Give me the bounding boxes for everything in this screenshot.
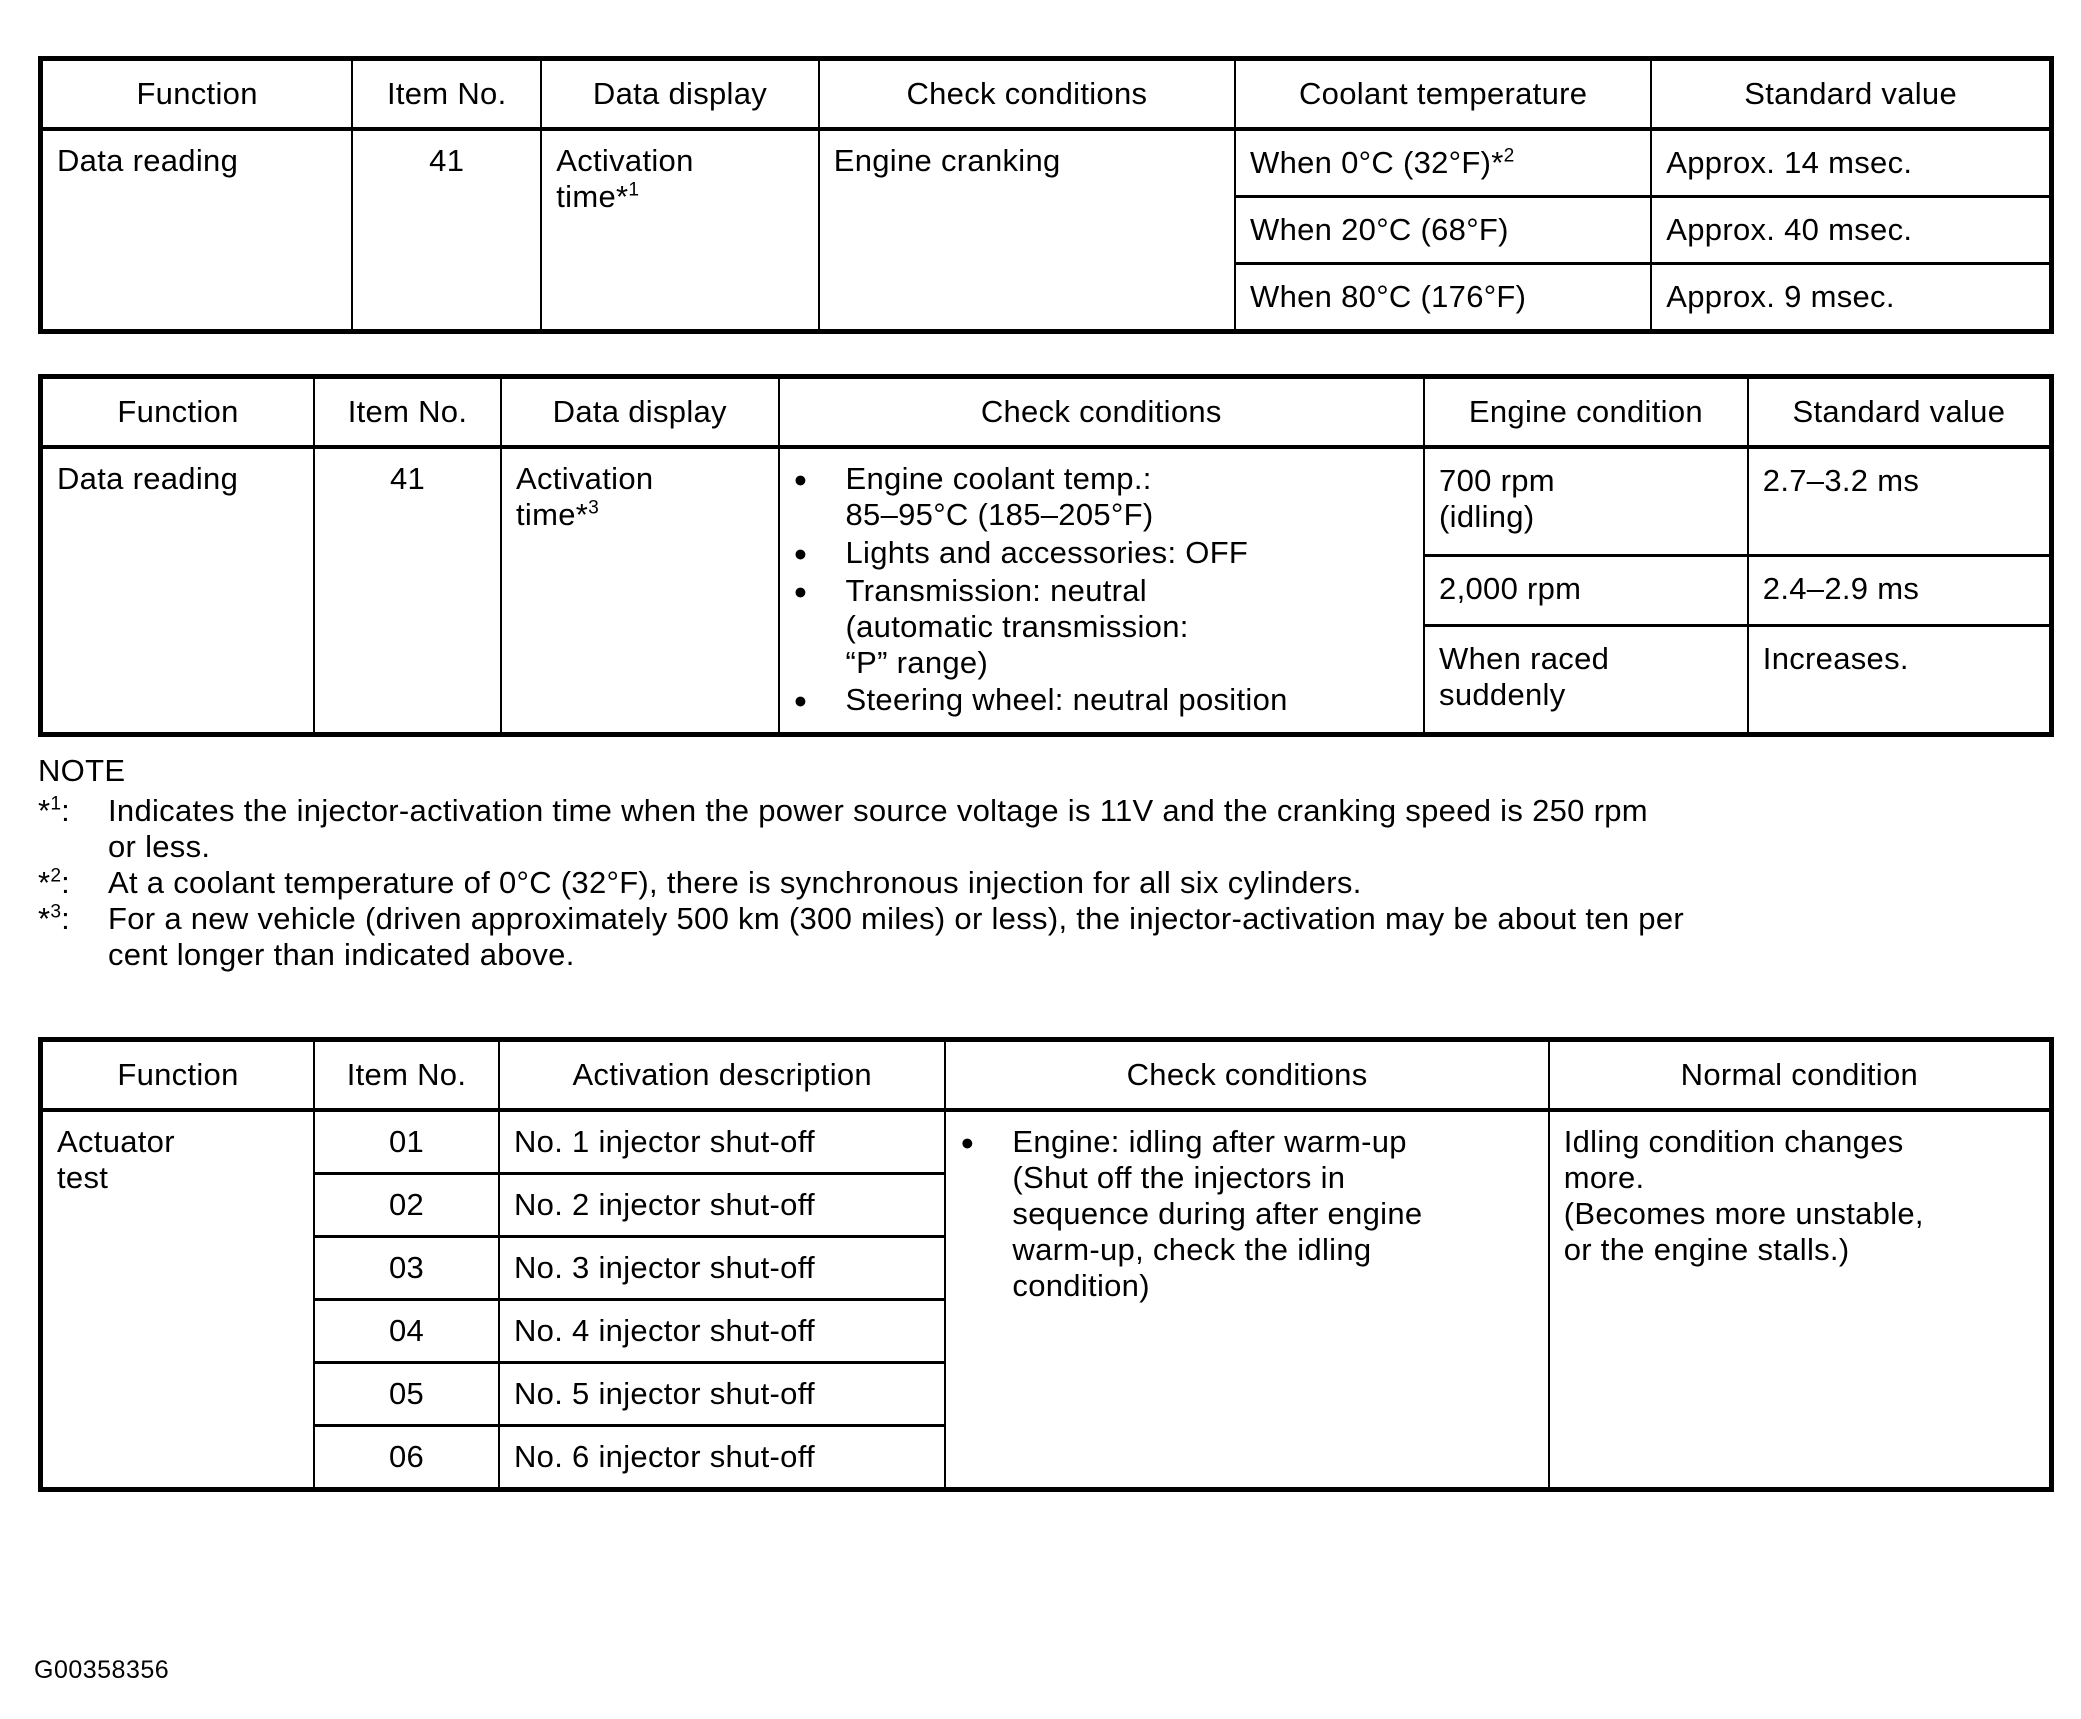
note-1-sup: 1	[50, 794, 62, 816]
t2-footnote3-sup: 3	[588, 497, 599, 519]
t3-header-item-no: Item No.	[314, 1040, 499, 1110]
t2-check-condition-text-2	[846, 535, 1410, 571]
t1-data-display-line2	[556, 179, 804, 215]
t2-header-item-no: Item No.	[314, 376, 501, 446]
t2-check-condition-text-1	[846, 461, 1410, 533]
table2-header-row	[41, 376, 2052, 446]
note-3-marker	[38, 901, 108, 973]
t3-description-cell-1: No. 1 injector shut-off	[499, 1110, 945, 1173]
t1-standard-value-cell-2: Approx. 40 msec.	[1651, 196, 2051, 263]
bullet-icon: ●	[793, 687, 808, 714]
t3-check-condition-text	[1012, 1124, 1533, 1304]
t1-header-function: Function	[41, 59, 353, 129]
t3-description-cell-2: No. 2 injector shut-off	[499, 1174, 945, 1237]
t1-footnote1-sup: 1	[628, 179, 640, 201]
t3-item-no-cell-3: 03	[314, 1237, 499, 1300]
t3-header-check-conditions: Check conditions	[945, 1040, 1548, 1110]
note-3-sup: 3	[50, 901, 62, 923]
idling-activation-time-section	[38, 374, 2055, 738]
t2-header-check-conditions: Check conditions	[779, 376, 1425, 446]
t1-coolant-temp-cell-1	[1235, 129, 1651, 196]
t1-data-display-line1: Activation	[556, 142, 694, 178]
t1-data-display-line2-text: time*	[556, 178, 629, 214]
t2-cc3-line3: “P” range)	[845, 644, 989, 680]
t1-header-check-conditions: Check conditions	[819, 59, 1235, 129]
t3-function-line2: test	[57, 1160, 109, 1196]
t2-data-display-line2-text: time*	[516, 496, 589, 532]
table1-header-row	[41, 59, 2052, 129]
t3-description-cell-5: No. 5 injector shut-off	[499, 1362, 945, 1425]
t3-function-line1: Actuator	[57, 1124, 175, 1160]
t2-check-condition-item-1	[794, 461, 1410, 533]
t1-standard-value-cell-3: Approx. 9 msec.	[1651, 263, 2051, 331]
t2-cc2-line1: Lights and accessories: OFF	[845, 534, 1249, 570]
t2-engine-condition-cell-3	[1424, 626, 1748, 735]
t3-nc-line3: (Becomes more unstable,	[1563, 1196, 1924, 1232]
t3-nc-line4: or the engine stalls.)	[1563, 1231, 1850, 1267]
bullet-icon: ●	[960, 1129, 975, 1156]
t3-nc-line1: Idling condition changes	[1563, 1124, 1904, 1160]
figure-reference-code: G00358356	[34, 1656, 170, 1684]
actuator-test-section	[38, 1037, 2055, 1492]
note-3-line2: cent longer than indicated above.	[108, 937, 575, 973]
idling-activation-time-table	[38, 374, 2054, 738]
note-2-marker	[38, 865, 108, 901]
t3-header-function: Function	[41, 1040, 314, 1110]
t3-item-no-cell-4: 04	[314, 1299, 499, 1362]
t3-header-normal-condition: Normal condition	[1549, 1040, 2052, 1110]
t3-item-no-cell-5: 05	[314, 1362, 499, 1425]
t1-header-item-no: Item No.	[352, 59, 541, 129]
t3-item-no-cell-2: 02	[314, 1174, 499, 1237]
t3-check-conditions-cell	[945, 1110, 1548, 1489]
t1-data-display-cell	[541, 129, 819, 331]
t2-standard-value-cell-1: 2.7–3.2 ms	[1748, 447, 2052, 556]
t3-nc-line2: more.	[1563, 1160, 1645, 1196]
note-1	[38, 793, 2055, 865]
t2-function-cell: Data reading	[41, 447, 314, 735]
t3-item-no-cell-6: 06	[314, 1425, 499, 1489]
t2-check-condition-item-4	[794, 682, 1410, 718]
t3-description-cell-4: No. 4 injector shut-off	[499, 1299, 945, 1362]
t2-check-conditions-cell	[779, 447, 1425, 735]
t2-engine-condition-cell-2: 2,000 rpm	[1424, 555, 1748, 625]
t1-header-coolant-temperature: Coolant temperature	[1235, 59, 1651, 129]
t2-cc1-line1: Engine coolant temp.:	[845, 460, 1152, 496]
bullet-icon: ●	[793, 465, 808, 492]
note-2-sup: 2	[50, 865, 62, 887]
t1-item-no-cell: 41	[352, 129, 541, 331]
t3-cc-line2: (Shut off the injectors in	[1012, 1160, 1346, 1196]
t2-check-condition-text-4	[846, 682, 1410, 718]
bullet-icon: ●	[793, 577, 808, 604]
t2-cc4-line1: Steering wheel: neutral position	[845, 682, 1288, 718]
note-2-colon: :	[61, 865, 70, 901]
table3-header-row	[41, 1040, 2052, 1110]
t1-coolant-temp-cell-3: When 80°C (176°F)	[1235, 263, 1651, 331]
t2-header-engine-condition: Engine condition	[1424, 376, 1748, 446]
t3-cc-line5: condition)	[1012, 1267, 1150, 1303]
note-1-colon: :	[61, 793, 70, 829]
t2-ec3-line2: suddenly	[1439, 677, 1566, 713]
t1-header-data-display: Data display	[541, 59, 819, 129]
t1-coolant-temp-cell-2: When 20°C (68°F)	[1235, 196, 1651, 263]
t1-standard-value-cell-1: Approx. 14 msec.	[1651, 129, 2051, 196]
t3-description-cell-3: No. 3 injector shut-off	[499, 1237, 945, 1300]
t3-function-cell	[41, 1110, 314, 1489]
note-3-colon: :	[61, 901, 70, 937]
note-1-line1: Indicates the injector-activation time when the power source voltage is 11V and the cranking speed is 250 rpm	[108, 793, 1648, 829]
actuator-test-table	[38, 1037, 2054, 1492]
t2-data-display-line1: Activation	[516, 460, 654, 496]
t1-footnote2-sup: 2	[1503, 145, 1515, 167]
note-3	[38, 901, 2055, 973]
t3-cc-line4: warm-up, check the idling	[1012, 1231, 1372, 1267]
note-3-body	[108, 901, 2055, 973]
table3-data-row-1	[41, 1110, 2052, 1173]
asterisk: *	[38, 901, 51, 937]
t2-standard-value-cell-2: 2.4–2.9 ms	[1748, 555, 2052, 625]
table1-data-row-1	[41, 129, 2052, 196]
t2-ec1-line1: 700 rpm	[1439, 462, 1555, 498]
t3-item-no-cell-1: 01	[314, 1110, 499, 1173]
t1-coolant-temp-1-text: When 0°C (32°F)*	[1250, 144, 1504, 180]
t3-normal-condition-cell	[1549, 1110, 2052, 1489]
note-1-body	[108, 793, 2055, 865]
t2-header-function: Function	[41, 376, 314, 446]
asterisk: *	[38, 865, 51, 901]
t2-check-condition-text-3	[846, 573, 1410, 681]
t2-header-data-display: Data display	[501, 376, 779, 446]
t2-standard-value-cell-3: Increases.	[1748, 626, 2052, 735]
t1-check-conditions-cell: Engine cranking	[819, 129, 1235, 331]
t2-cc1-line2: 85–95°C (185–205°F)	[845, 496, 1154, 532]
note-3-line1: For a new vehicle (driven approximately 500 km (300 miles) or less), the injector-activation may be about ten per	[108, 901, 1684, 937]
t2-cc3-line2: (automatic transmission:	[845, 608, 1189, 644]
t3-check-condition-item	[960, 1124, 1533, 1304]
t1-function-cell: Data reading	[41, 129, 353, 331]
t2-cc3-line1: Transmission: neutral	[845, 572, 1147, 608]
t2-item-no-cell: 41	[314, 447, 501, 735]
table2-data-row-1	[41, 447, 2052, 556]
t1-header-standard-value: Standard value	[1651, 59, 2051, 129]
note-2-body	[108, 865, 2055, 901]
t3-header-activation-description: Activation description	[499, 1040, 945, 1110]
t2-engine-condition-cell-1	[1424, 447, 1748, 556]
t3-description-cell-6: No. 6 injector shut-off	[499, 1425, 945, 1489]
t2-check-condition-item-3	[794, 573, 1410, 681]
note-2	[38, 865, 2055, 901]
t2-header-standard-value: Standard value	[1748, 376, 2052, 446]
t2-ec3-line1: When raced	[1439, 641, 1610, 677]
note-2-line1: At a coolant temperature of 0°C (32°F), there is synchronous injection for all six cylinders.	[108, 865, 1362, 901]
t2-data-display-cell	[501, 447, 779, 735]
bullet-icon: ●	[793, 539, 808, 566]
t2-data-display-line2	[516, 497, 764, 533]
t2-ec1-line2: (idling)	[1439, 498, 1535, 534]
note-1-marker	[38, 793, 108, 865]
t3-cc-line1: Engine: idling after warm-up	[1012, 1124, 1407, 1160]
notes-heading: NOTE	[38, 753, 126, 789]
t3-cc-line3: sequence during after engine	[1012, 1196, 1423, 1232]
asterisk: *	[38, 793, 51, 829]
note-1-line2: or less.	[108, 829, 211, 865]
cranking-activation-time-table	[38, 56, 2054, 334]
t2-check-condition-item-2	[794, 535, 1410, 571]
notes-section	[38, 753, 2055, 973]
